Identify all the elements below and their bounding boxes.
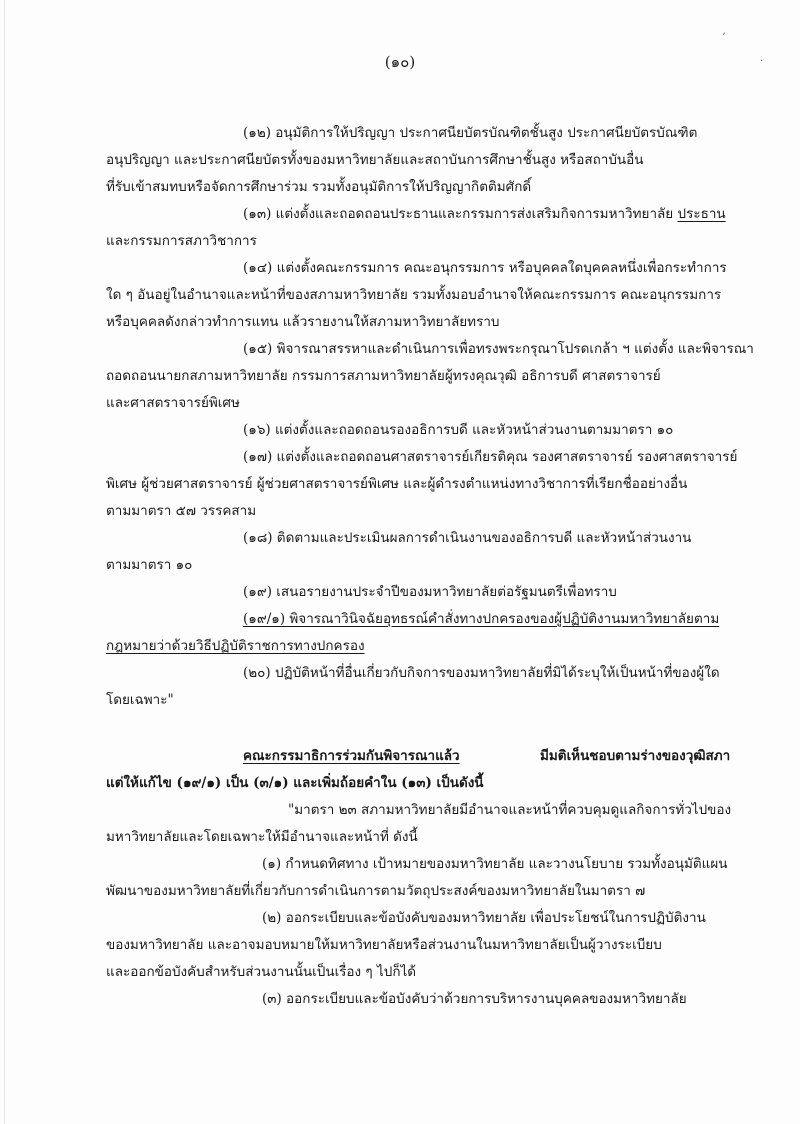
item-13-line-2: และกรรมการสภาวิชาการ [106, 233, 257, 249]
section-23-line-2: มหาวิทยาลัยและโดยเฉพาะให้มีอำนาจและหน้าที่ ดังนี้ [106, 829, 418, 845]
scan-speck: ʼ [722, 32, 726, 43]
item-15-line-2: ถอดถอนนายกสภามหาวิทยาลัย กรรมการสภามหาวิทยาลัยผู้ทรงคุณวุฒิ อธิการบดี ศาสตราจารย์ [106, 368, 661, 384]
committee-amendment: แต่ให้แก้ไข (๑๙/๑) เป็น (๓/๑) และเพิ่มถ้อยคำใน (๑๓) เป็นดังนี้ [106, 775, 484, 791]
item-15-line-3: และศาสตราจารย์พิเศษ [106, 395, 240, 411]
item-12-line-2: อนุปริญญา และประกาศนียบัตรทั้งของมหาวิทยาลัยและสถาบันการศึกษาชั้นสูง หรือสถาบันอื่น [106, 152, 644, 168]
scan-speck: · [760, 56, 764, 67]
committee-heading: คณะกรรมาธิการร่วมกันพิจารณาแล้ว [243, 748, 460, 764]
item-13-line-1 [243, 205, 726, 223]
item-20-line-1: (๒๐) ปฏิบัติหน้าที่อื่นเกี่ยวกับกิจการของมหาวิทยาลัยที่มิได้ระบุให้เป็นหน้าที่ของผู้ใด [243, 665, 720, 681]
item-17-line-3: ตามมาตรา ๕๗ วรรคสาม [106, 503, 257, 519]
section-23-item-2-line-1: (๒) ออกระเบียบและข้อบังคับของมหาวิทยาลัย เพื่อประโยชน์ในการปฏิบัติงาน [262, 910, 706, 926]
section-23-item-2-line-2: ของมหาวิทยาลัย และอาจมอบหมายให้มหาวิทยาลัยหรือส่วนงานในมหาวิทยาลัยเป็นผู้วางระเบียบ [106, 937, 662, 953]
item-13-underlined: ประธาน [677, 206, 726, 222]
item-12-line-3: ที่รับเข้าสมทบหรือจัดการศึกษาร่วม รวมทั้งอนุมัติการให้ปริญญากิตติมศักดิ์ [106, 179, 532, 195]
item-14-line-3: หรือบุคคลดังกล่าวทำการแทน แล้วรายงานให้สภามหาวิทยาลัยทราบ [106, 314, 500, 330]
item-13-text: (๑๓) แต่งตั้งและถอดถอนประธานและกรรมการส่งเสริมกิจการมหาวิทยาลัย [243, 206, 674, 222]
item-18-line-1: (๑๘) ติดตามและประเมินผลการดำเนินงานของอธิการบดี และหัวหน้าส่วนงาน [243, 530, 692, 546]
item-16: (๑๖) แต่งตั้งและถอดถอนรองอธิการบดี และหัวหน้าส่วนงานตามมาตรา ๑๐ [243, 422, 674, 438]
section-23-line-1: "มาตรา ๒๓ สภามหาวิทยาลัยมีอำนาจและหน้าที่ควบคุมดูแลกิจการทั่วไปของ [288, 802, 732, 818]
item-14-line-1: (๑๔) แต่งตั้งคณะกรรมการ คณะอนุกรรมการ หรือบุคคลใดบุคคลหนึ่งเพื่อกระทำการ [243, 260, 727, 276]
committee-resolution: มีมติเห็นชอบตามร่างของวุฒิสภา [540, 748, 731, 764]
scan-edge [4, 0, 5, 1124]
item-19: (๑๙) เสนอรายงานประจำปีของมหาวิทยาลัยต่อรัฐมนตรีเพื่อทราบ [243, 584, 617, 600]
item-20-line-2: โดยเฉพาะ" [106, 692, 174, 708]
item-18-line-2: ตามมาตรา ๑๐ [106, 557, 193, 573]
item-17-line-2: พิเศษ ผู้ช่วยศาสตราจารย์ ผู้ช่วยศาสตราจารย์พิเศษ และผู้ดำรงตำแหน่งทางวิชาการที่เรียกชื่ออย่างอื่น [106, 476, 688, 492]
item-19-1-line-2: กฎหมายว่าด้วยวิธีปฏิบัติราชการทางปกครอง [106, 638, 365, 654]
section-23-item-2-line-3: และออกข้อบังคับสำหรับส่วนงานนั้นเป็นเรื่อง ๆ ไปก็ได้ [106, 964, 417, 980]
page-number: (๑๐) [384, 53, 416, 71]
item-14-line-2: ใด ๆ อันอยู่ในอำนาจและหน้าที่ของสภามหาวิทยาลัย รวมทั้งมอบอำนาจให้คณะกรรมการ คณะอนุกรรมการ [106, 287, 722, 303]
section-23-item-1-line-1: (๑) กำหนดทิศทาง เป้าหมายของมหาวิทยาลัย และวางนโยบาย รวมทั้งอนุมัติแผน [262, 856, 728, 872]
section-23-item-1-line-2: พัฒนาของมหาวิทยาลัยที่เกี่ยวกับการดำเนินการตามวัตถุประสงค์ของมหาวิทยาลัยในมาตรา ๗ [106, 883, 646, 899]
item-19-1-line-1: (๑๙/๑) พิจารณาวินิจฉัยอุทธรณ์คำสั่งทางปกครองของผู้ปฏิบัติงานมหาวิทยาลัยตาม [243, 611, 720, 627]
item-12-line-1: (๑๒) อนุมัติการให้ปริญญา ประกาศนียบัตรบัณฑิตชั้นสูง ประกาศนียบัตรบัณฑิต [243, 125, 698, 141]
item-15-line-1: (๑๕) พิจารณาสรรหาและดำเนินการเพื่อทรงพระกรุณาโปรดเกล้า ฯ แต่งตั้ง และพิจารณา [243, 341, 754, 357]
section-23-item-3: (๓) ออกระเบียบและข้อบังคับว่าด้วยการบริหารงานบุคคลของมหาวิทยาลัย [262, 991, 687, 1007]
item-17-line-1: (๑๗) แต่งตั้งและถอดถอนศาสตราจารย์เกียรติคุณ รองศาสตราจารย์ รองศาสตราจารย์ [243, 449, 738, 465]
